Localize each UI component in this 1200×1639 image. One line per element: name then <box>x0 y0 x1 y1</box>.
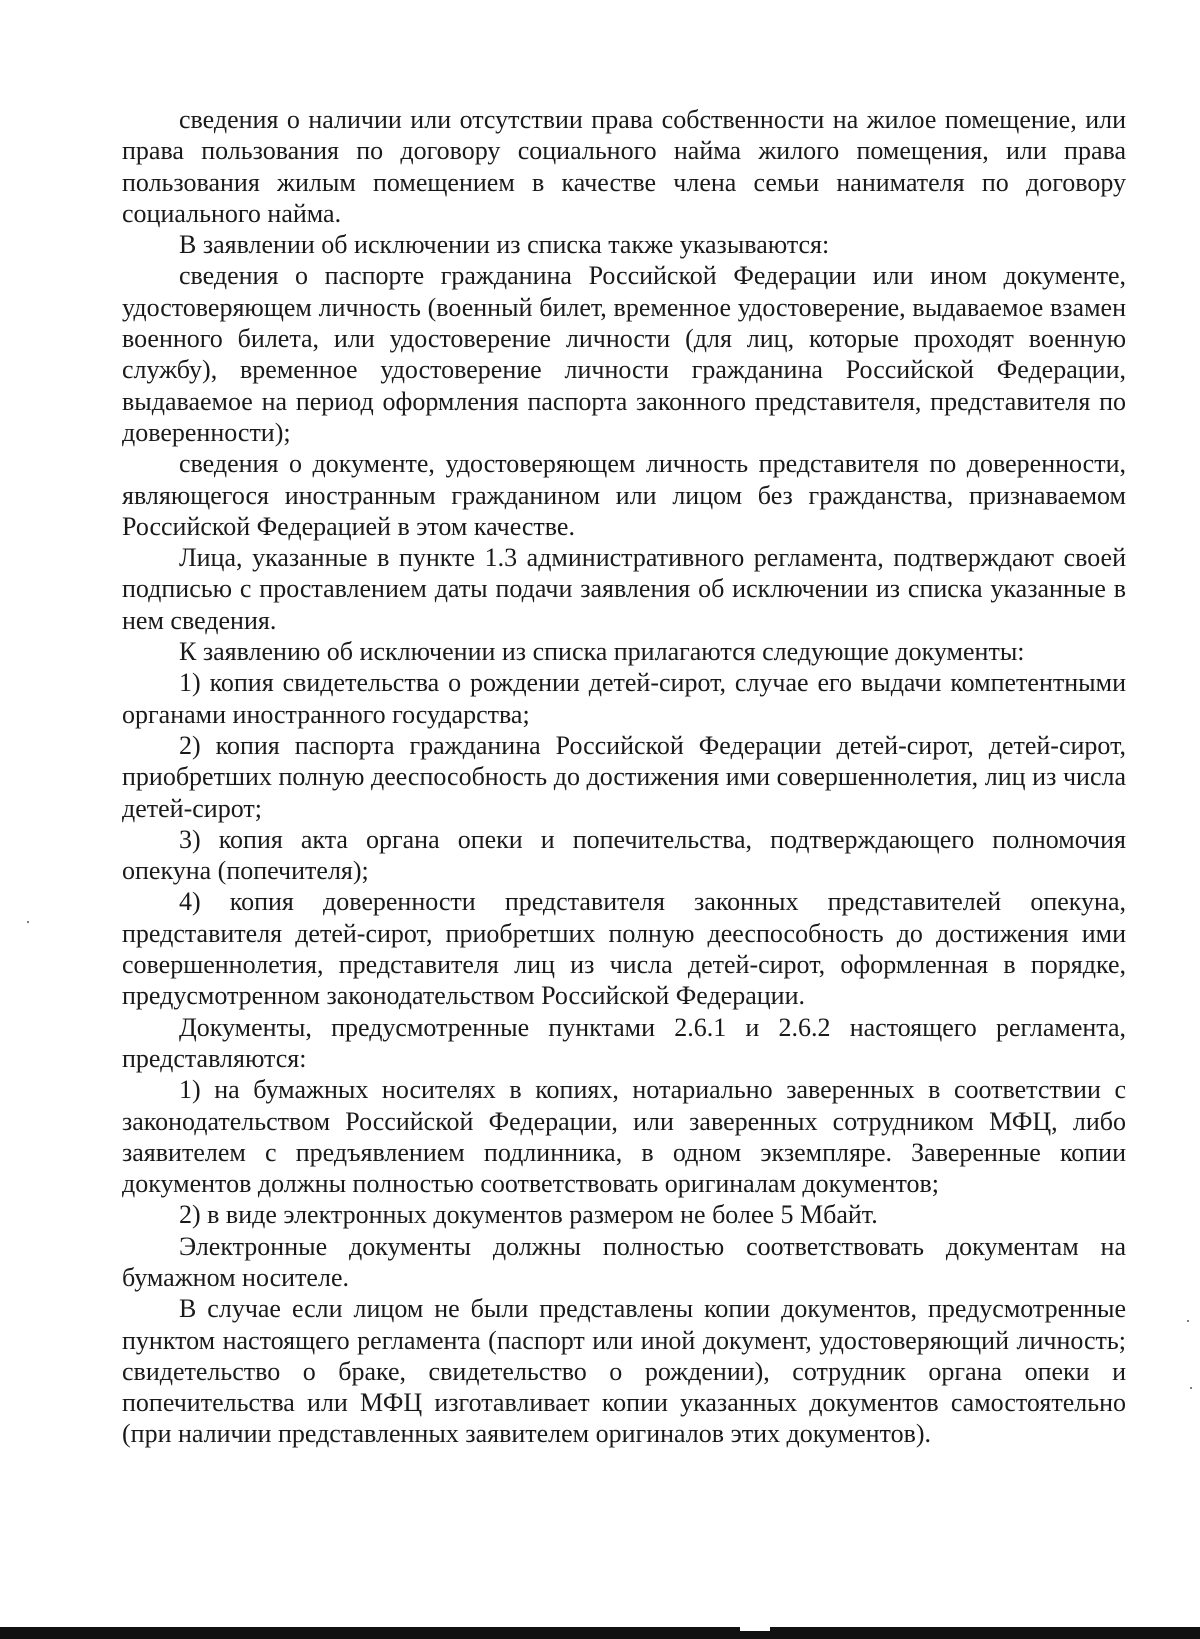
list-item-electronic-documents: 2) в виде электронных документов размером не более 5 Мбайт. <box>179 1200 878 1230</box>
list-item-birth-certificate: 1) копия свидетельства о рождении детей-сирот, случае его выдачи компетентными органами иностранного государства; <box>122 668 1126 729</box>
document-body <box>122 104 1126 1450</box>
paragraph-electronic-compliance: Электронные документы должны полностью соответствовать документам на бумажном носителе. <box>122 1231 1126 1292</box>
scan-speck <box>1187 1320 1189 1322</box>
list-item-paper-copies: 1) на бумажных носителях в копиях, нотариально заверенных в соответствии с законодательством Российской Федерации, или заверенных сотрудником МФЦ, либо заявителем с предъявлением подлинника, в одном экземпляре. Заверенные копии документов должны полностью соответствовать оригиналам документов; <box>122 1075 1126 1199</box>
paragraph-submission-forms: Документы, предусмотренные пунктами 2.6.1 и 2.6.2 настоящего регламента, представляются: <box>122 1012 1126 1073</box>
scan-speck <box>1190 1387 1192 1389</box>
list-item-passport-copy: 2) копия паспорта гражданина Российской Федерации детей-сирот, детей-сирот, приобретших полную дееспособность до достижения ими совершеннолетия, лиц из числа детей-сирот; <box>122 730 1126 823</box>
paragraph-copies-by-staff: В случае если лицом не были представлены копии документов, предусмотренные пунктом настоящего регламента (паспорт или иной документ, удостоверяющий личность; свидетельство о браке, свидетельство о рождении), сотрудник органа опеки и попечительства или МФЦ изготавливает копии указанных документов самостоятельно (при наличии представленных заявителем оригиналов этих документов). <box>122 1294 1126 1449</box>
scan-border-gap <box>740 1627 770 1631</box>
paragraph-passport-info: сведения о паспорте гражданина Российской Федерации или ином документе, удостоверяющем личность (военный билет, временное удостоверение, выдаваемое взамен военного билета, или удостоверение личности (для лиц, которые проходят военную службу), временное удостоверение личности гражданина Российской Федерации, выдаваемое на период оформления паспорта законного представителя, представителя по доверенности); <box>122 261 1126 447</box>
list-item-guardianship-act: 3) копия акта органа опеки и попечительства, подтверждающего полномочия опекуна (попечителя); <box>122 824 1126 886</box>
paragraph-application-contents: В заявлении об исключении из списка также указываются: <box>179 230 830 260</box>
scan-speck <box>27 921 29 923</box>
paragraph-representative-id: сведения о документе, удостоверяющем личность представителя по доверенности, являющегося иностранным гражданином или лицом без гражданства, признаваемом Российской Федерацией в этом качестве. <box>122 449 1126 541</box>
paragraph-signature-confirmation: Лица, указанные в пункте 1.3 административного регламента, подтверждают своей подписью с проставлением даты подачи заявления об исключении из списка указанные в нем сведения. <box>122 543 1126 635</box>
scan-border-bottom <box>0 1627 1200 1639</box>
paragraph-attached-documents: К заявлению об исключении из списка прилагаются следующие документы: <box>179 637 1025 667</box>
list-item-power-of-attorney: 4) копия доверенности представителя законных представителей опекуна, представителя детей-сирот, приобретших полную дееспособность до достижения ими совершеннолетия, представителя лиц из числа детей-сирот, оформленная в порядке, предусмотренном законодательством Российской Федерации. <box>122 887 1126 1011</box>
paragraph-housing-rights: сведения о наличии или отсутствии права собственности на жилое помещение, или права пользования по договору социального найма жилого помещения, или права пользования жилым помещением в качестве члена семьи нанимателя по договору социального найма. <box>122 105 1126 228</box>
